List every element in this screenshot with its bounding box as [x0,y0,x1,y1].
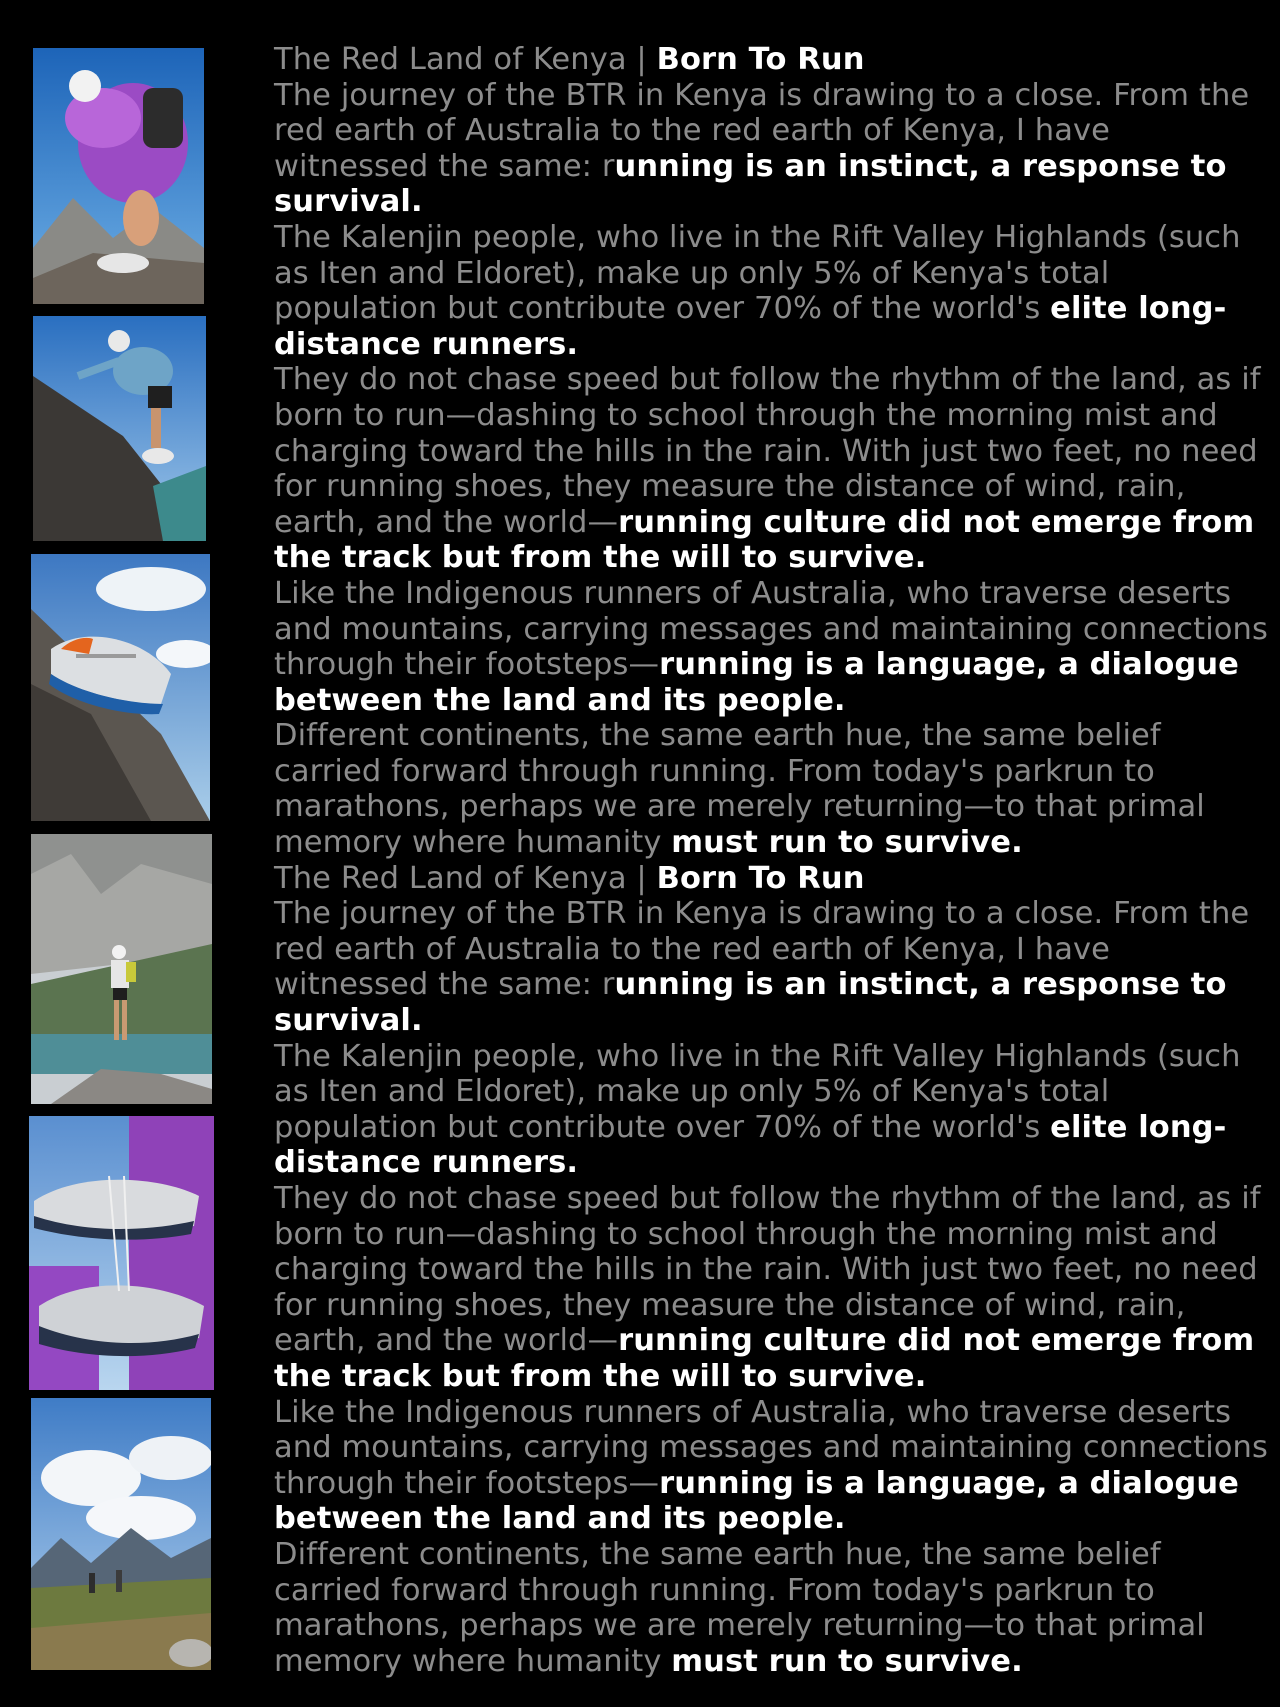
paragraph-highlight: running is a language, a dialogue between the land and its people. [274,647,1239,718]
article-block [274,861,1270,1680]
photo-runner-climbing [33,316,206,541]
photo-runner-tying-shoe [33,48,204,304]
paragraph [274,1537,1270,1679]
paragraph-highlight: elite long-distance runners. [274,291,1227,362]
paragraph-text: They do not chase speed but follow the rhythm of the land, as if born to run—dashing to school through the morning mist and charging toward the hills in the rain. With just two feet, no need for running shoes, they measure the distance of wind, rain, earth, and the world— [274,1181,1261,1359]
paragraph-text: Different continents, the same earth hue, the same belief carried forward through running. From today's parkrun to marathons, perhaps we are merely returning—to that primal memory where humanity [274,718,1205,861]
paragraph-highlight: must run to survive. [671,1643,1023,1679]
title-highlight: Born To Run [656,42,865,77]
article-title [274,861,1270,897]
paragraph-highlight: running culture did not emerge from the track but from the will to survive. [274,504,1255,576]
paragraph [274,362,1270,576]
photo-runners-meadow [31,1398,211,1670]
paragraph-text: Different continents, the same earth hue, the same belief carried forward through running. From today's parkrun to marathons, perhaps we are merely returning—to that primal memory where humanity [274,1536,1205,1679]
paragraph-text: The journey of the BTR in Kenya is drawing to a close. From the red earth of Australia to the red earth of Kenya, I have witnessed the same: r [274,896,1250,1003]
title-prefix: The Red Land of Kenya | [274,42,657,77]
paragraph-highlight: unning is an instinct, a response to survival. [274,148,1227,220]
paragraph-highlight: elite long-distance runners. [274,1109,1227,1181]
photo-shoes-held-up [29,1116,214,1390]
paragraph [274,1395,1270,1537]
paragraph-text: The Kalenjin people, who live in the Rift Valley Highlands (such as Iten and Eldoret), make up only 5% of Kenya's total population but contribute over 70% of the world's [274,1038,1241,1145]
paragraph [274,78,1270,220]
paragraph-text: Like the Indigenous runners of Australia, who traverse deserts and mountains, carrying messages and maintaining connections through their footsteps— [274,575,1268,683]
paragraph-highlight: running is a language, a dialogue between the land and its people. [274,1465,1239,1537]
paragraph [274,220,1270,362]
paragraph [274,718,1270,860]
paragraph-highlight: must run to survive. [671,825,1023,861]
article-block [274,42,1270,861]
paragraph-highlight: running culture did not emerge from the track but from the will to survive. [274,1323,1255,1394]
paragraph-text: The journey of the BTR in Kenya is drawing to a close. From the red earth of Australia to the red earth of Kenya, I have witnessed the same: r [274,77,1250,184]
paragraph [274,1039,1270,1181]
paragraph-text: Like the Indigenous runners of Australia, who traverse deserts and mountains, carrying messages and maintaining connections through their footsteps— [274,1394,1268,1501]
paragraph [274,896,1270,1038]
photo-shoe-on-rock [31,554,210,821]
paragraph-text: The Kalenjin people, who live in the Rift Valley Highlands (such as Iten and Eldoret), make up only 5% of Kenya's total population but contribute over 70% of the world's [274,219,1241,327]
article-text [274,42,1270,1679]
photo-column [0,0,260,1707]
title-highlight: Born To Run [656,860,865,896]
title-prefix: The Red Land of Kenya | [274,860,657,896]
paragraph-text: They do not chase speed but follow the rhythm of the land, as if born to run—dashing to school through the morning mist and charging toward the hills in the rain. With just two feet, no need for running shoes, they measure the distance of wind, rain, earth, and the world— [274,362,1261,540]
paragraph [274,576,1270,718]
paragraph [274,1181,1270,1395]
article-title [274,42,1270,78]
paragraph-highlight: unning is an instinct, a response to survival. [274,967,1227,1039]
photo-runner-by-lake [31,834,212,1104]
